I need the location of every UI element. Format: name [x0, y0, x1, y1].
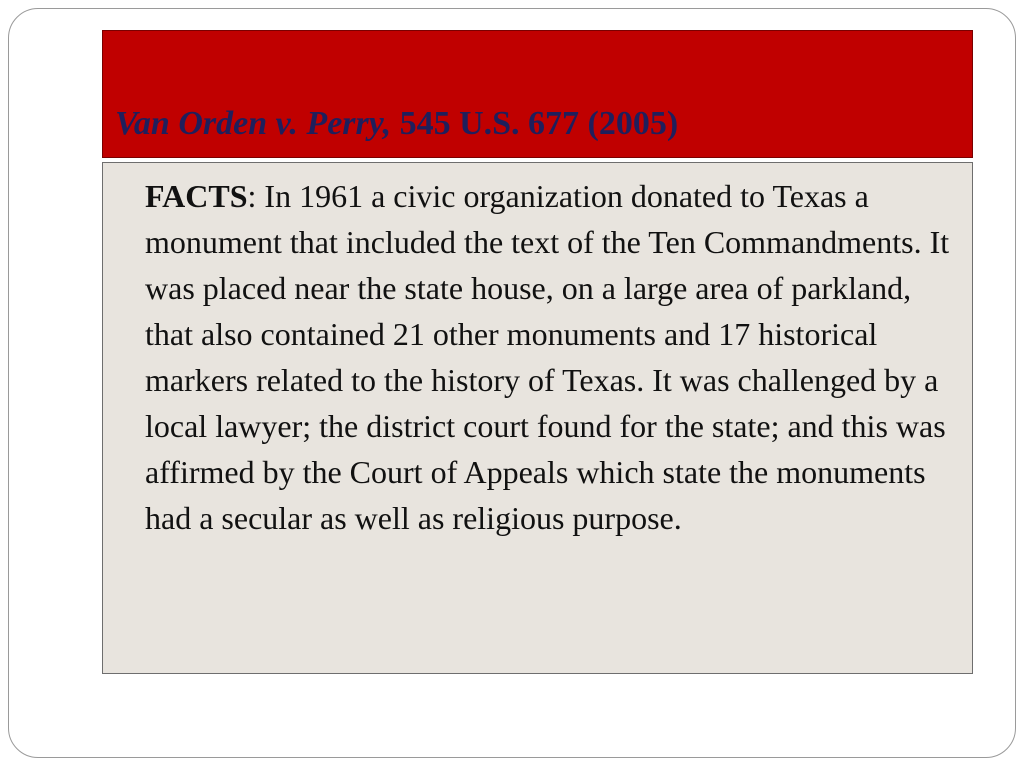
facts-separator: :: [247, 178, 257, 214]
case-citation: 545 U.S. 677 (2005): [399, 105, 679, 142]
facts-label: FACTS: [145, 178, 248, 214]
slide-title: [115, 105, 678, 142]
title-bar: [102, 30, 973, 158]
case-name: Van Orden v. Perry,: [115, 105, 392, 142]
facts-text: In 1961 a civic organization donated to Texas a monument that included the text of the Ten Commandments. It was placed near the state house, on a large area of parkland, that also contained 21 other monuments and 17 historical markers related to the history of Texas. It was challenged by a local lawyer; the district court found for the state; and this was affirmed by the Court of Appeals which state the monuments had a secular as well as religious purpose.: [145, 178, 950, 536]
facts-content-box: [102, 162, 973, 674]
facts-paragraph: [145, 173, 965, 541]
